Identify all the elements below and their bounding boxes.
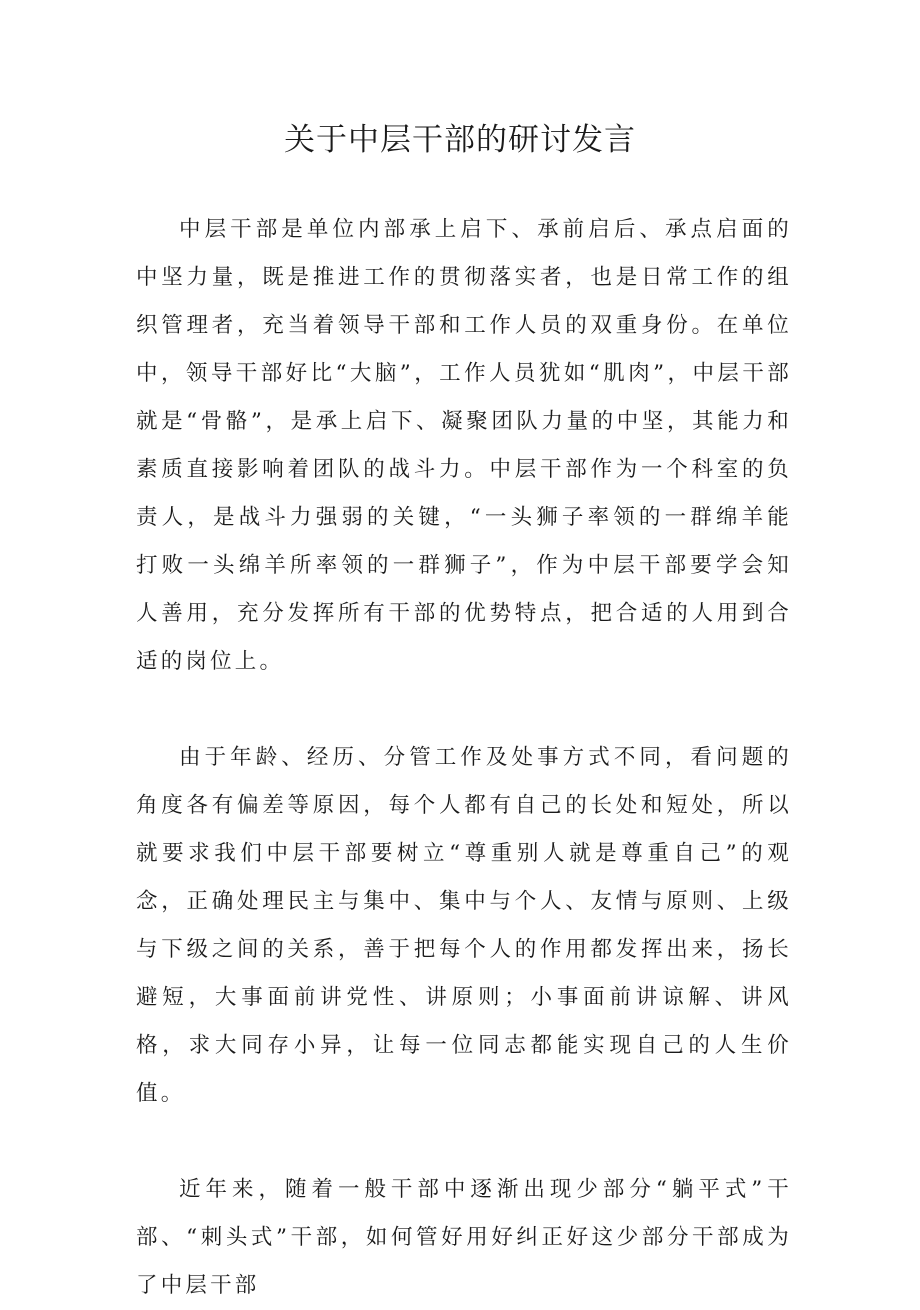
paragraph-2: 由于年龄、经历、分管工作及处事方式不同，看问题的角度各有偏差等原因，每个人都有自己的长处和短处，所以就要求我们中层干部要树立“尊重别人就是尊重自己”的观念，正确处理民主与集中、集中与个人、友情与原则、上级与下级之间的关系，善于把每个人的作用都发挥出来，扬长避短，大事面前讲党性、讲原则；小事面前讲谅解、讲风格，求大同存小异，让每一位同志都能实现自己的人生价值。 [136,745,792,1106]
paragraph-3: 近年来，随着一般干部中逐渐出现少部分“躺平式”干部、“刺头式”干部，如何管好用好纠正好这少部分干部成为了中层干部 [136,1177,792,1298]
document-title: 关于中层干部的研讨发言 [284,122,636,158]
document-body [136,206,792,1310]
paragraph-1: 中层干部是单位内部承上启下、承前启后、承点启面的中坚力量，既是推进工作的贯彻落实者，也是日常工作的组织管理者，充当着领导干部和工作人员的双重身份。在单位中，领导干部好比“大脑”，工作人员犹如“肌肉”，中层干部就是“骨骼”，是承上启下、凝聚团队力量的中坚，其能力和素质直接影响着团队的战斗力。中层干部作为一个科室的负责人，是战斗力强弱的关键，“一头狮子率领的一群绵羊能打败一头绵羊所率领的一群狮子”，作为中层干部要学会知人善用，充分发挥所有干部的优势特点，把合适的人用到合适的岗位上。 [136,217,792,674]
